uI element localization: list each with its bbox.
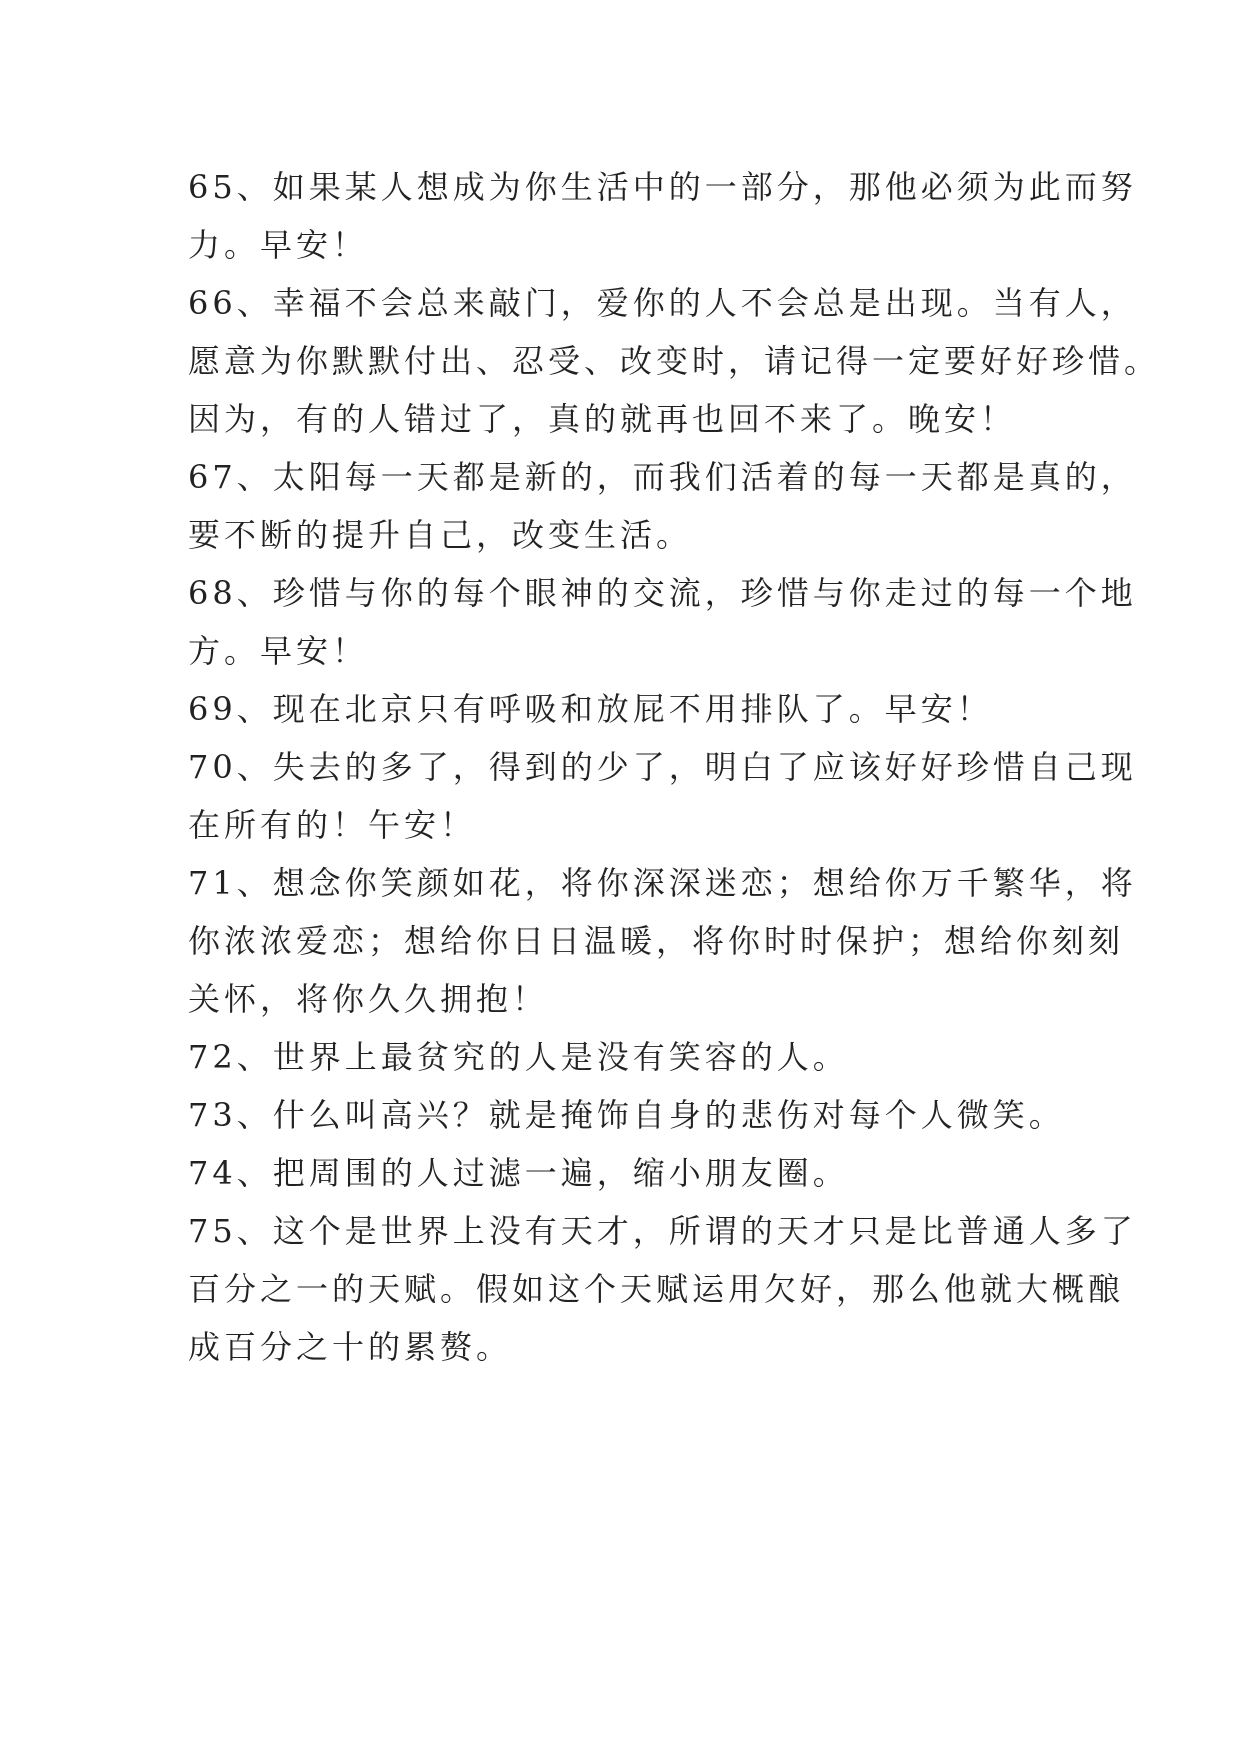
text-line: 要不断的提升自己，改变生活。: [188, 516, 693, 554]
text-line: 74、把周围的人过滤一遍，缩小朋友圈。: [188, 1154, 849, 1192]
text-line: 72、世界上最贫究的人是没有笑容的人。: [188, 1038, 849, 1076]
text-line: 力。早安！: [188, 226, 369, 264]
text-line: 67、太阳每一天都是新的，而我们活着的每一天都是真的，: [188, 458, 1137, 496]
text-line: 百分之一的天赋。假如这个天赋运用欠好，那么他就大概酿: [188, 1270, 1125, 1308]
text-line: 70、失去的多了，得到的少了，明白了应该好好珍惜自己现: [188, 748, 1137, 786]
text-line: 成百分之十的累赘。: [188, 1328, 513, 1366]
text-line: 66、幸福不会总来敲门，爱你的人不会总是出现。当有人，: [188, 284, 1137, 322]
text-line: 关怀，将你久久拥抱！: [188, 980, 549, 1018]
text-line: 71、想念你笑颜如花，将你深深迷恋；想给你万千繁华，将: [188, 864, 1137, 902]
text-line: 方。早安！: [188, 632, 369, 670]
text-line: 75、这个是世界上没有天才，所谓的天才只是比普通人多了: [188, 1212, 1137, 1250]
text-line: 你浓浓爱恋；想给你日日温暖，将你时时保护；想给你刻刻: [188, 922, 1125, 960]
text-line: 68、珍惜与你的每个眼神的交流，珍惜与你走过的每一个地: [188, 574, 1137, 612]
text-line: 愿意为你默默付出、忍受、改变时，请记得一定要好好珍惜。: [188, 342, 1161, 380]
text-line: 在所有的！午安！: [188, 806, 477, 844]
text-line: 69、现在北京只有呼吸和放屁不用排队了。早安！: [188, 690, 993, 728]
text-line: 65、如果某人想成为你生活中的一部分，那他必须为此而努: [188, 168, 1137, 206]
text-line: 因为，有的人错过了，真的就再也回不来了。晚安！: [188, 400, 1017, 438]
text-line: 73、什么叫高兴？就是掩饰自身的悲伤对每个人微笑。: [188, 1096, 1065, 1134]
document-body: [188, 158, 1161, 1376]
